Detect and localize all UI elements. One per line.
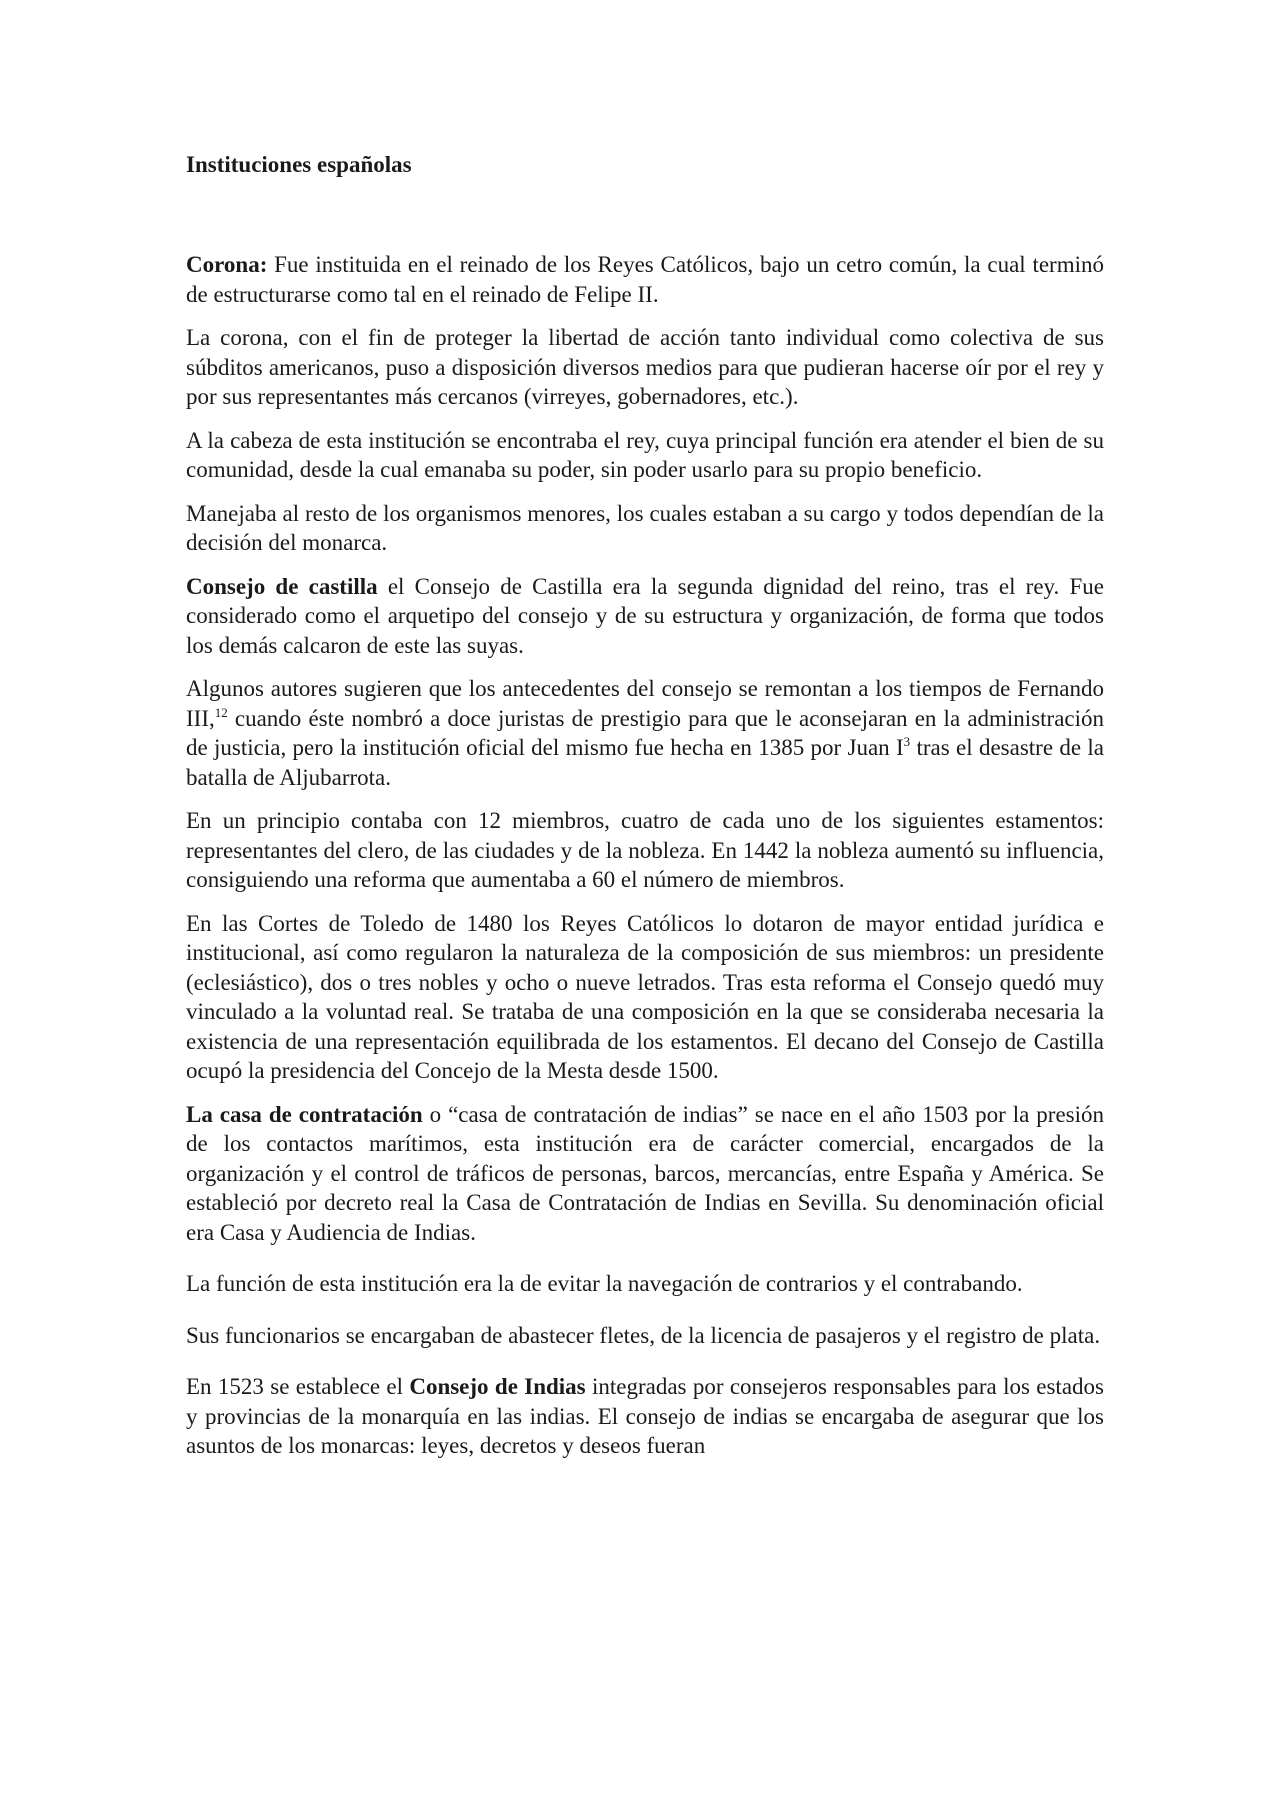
paragraph-corona — [186, 250, 1104, 309]
document-title: Instituciones españolas — [186, 152, 412, 177]
paragraph-text: el Consejo de Castilla era la segunda dignidad del reino, tras el rey. Fue considerado como el arquetipo del consejo y de su estructura y organización, de forma que todos los demás calcaron de este las suyas. — [186, 573, 1104, 658]
term-consejo-castilla: Consejo de castilla — [186, 573, 378, 599]
paragraph-casa-contratacion — [186, 1100, 1104, 1248]
footnote-ref: 3 — [903, 734, 911, 749]
paragraph-text: o “casa de contratación de indias” se nace en el año 1503 por la presión de los contactos marítimos, esta institución era de carácter comercial, encargados de la organización y el control de tráficos de personas, barcos, mercancías, entre España y América. Se estableció por decreto real la Casa de Contratación de Indias en Sevilla. Su denominación oficial era Casa y Audiencia de Indias. — [186, 1101, 1104, 1245]
paragraph-text: En 1523 se establece el — [186, 1374, 410, 1399]
paragraph-cortes-toledo: En las Cortes de Toledo de 1480 los Reyes Católicos lo dotaron de mayor entidad jurídica e institucional, así como regularon la naturaleza de la composición de sus miembros: un presidente (eclesiástico), dos o tres nobles y ocho o nueve letrados. Tras esta reforma el Consejo quedó muy vinculado a la voluntad real. Se trataba de una composición en la que se consideraba necesaria la existencia de una representación equilibrada de los estamentos. El decano del Consejo de Castilla ocupó la presidencia del Concejo de la Mesta desde 1500. — [186, 910, 1104, 1083]
paragraph-organismos: Manejaba al resto de los organismos menores, los cuales estaban a su cargo y todos dependían de la decisión del monarca. — [186, 500, 1104, 555]
paragraph-corona-proteccion: La corona, con el fin de proteger la libertad de acción tanto individual como colectiva de sus súbditos americanos, puso a disposición diversos medios para que pudieran hacerse oír por el rey y por sus representantes más cercanos (virreyes, gobernadores, etc.). — [186, 325, 1104, 409]
paragraph-text: Algunos autores sugieren que los antecedentes del consejo se remontan a los tiempos de Fernando III, — [186, 676, 1104, 731]
paragraph-text: integradas por consejeros responsables para los estados y provincias de la monarquía en las indias. El consejo de indias se encargaba de asegurar que los asuntos de los monarcas: leyes, decretos y deseos fueran — [186, 1374, 1104, 1458]
term-consejo-indias: Consejo de Indias — [409, 1374, 586, 1399]
paragraph-funcionarios: Sus funcionarios se encargaban de abastecer fletes, de la licencia de pasajeros y el registro de plata. — [186, 1322, 1101, 1348]
paragraph-funcion: La función de esta institución era la de evitar la navegación de contrarios y el contrabando. — [186, 1271, 1023, 1296]
paragraph-miembros: En un principio contaba con 12 miembros, cuatro de cada uno de los siguientes estamentos: representantes del clero, de las ciudades y de la nobleza. En 1442 la nobleza aumentó su influencia, consiguiendo una reforma que aumentaba a 60 el número de miembros. — [186, 808, 1104, 892]
term-casa-contratacion: La casa de contratación — [186, 1101, 423, 1127]
document-page — [186, 150, 1104, 1475]
paragraph-consejo-castilla — [186, 572, 1104, 661]
paragraph-rey: A la cabeza de esta institución se encontraba el rey, cuya principal función era atender el bien de su comunidad, desde la cual emanaba su poder, sin poder usarlo para su propio beneficio. — [186, 427, 1104, 482]
paragraph-text: Fue instituida en el reinado de los Reyes Católicos, bajo un cetro común, la cual terminó de estructurarse como tal en el reinado de Felipe II. — [186, 252, 1104, 307]
paragraph-text: cuando éste nombró a doce juristas de prestigio para que le aconsejaran en la administración de justicia, pero la institución oficial del mismo fue hecha en 1385 por Juan I — [186, 705, 1104, 760]
footnote-ref: 12 — [214, 704, 228, 720]
paragraph-consejo-indias — [186, 1372, 1104, 1461]
term-corona: Corona: — [186, 252, 268, 277]
paragraph-text: tras el desastre de la batalla de Aljubarrota. — [186, 735, 1104, 790]
paragraph-antecedentes — [186, 674, 1104, 792]
